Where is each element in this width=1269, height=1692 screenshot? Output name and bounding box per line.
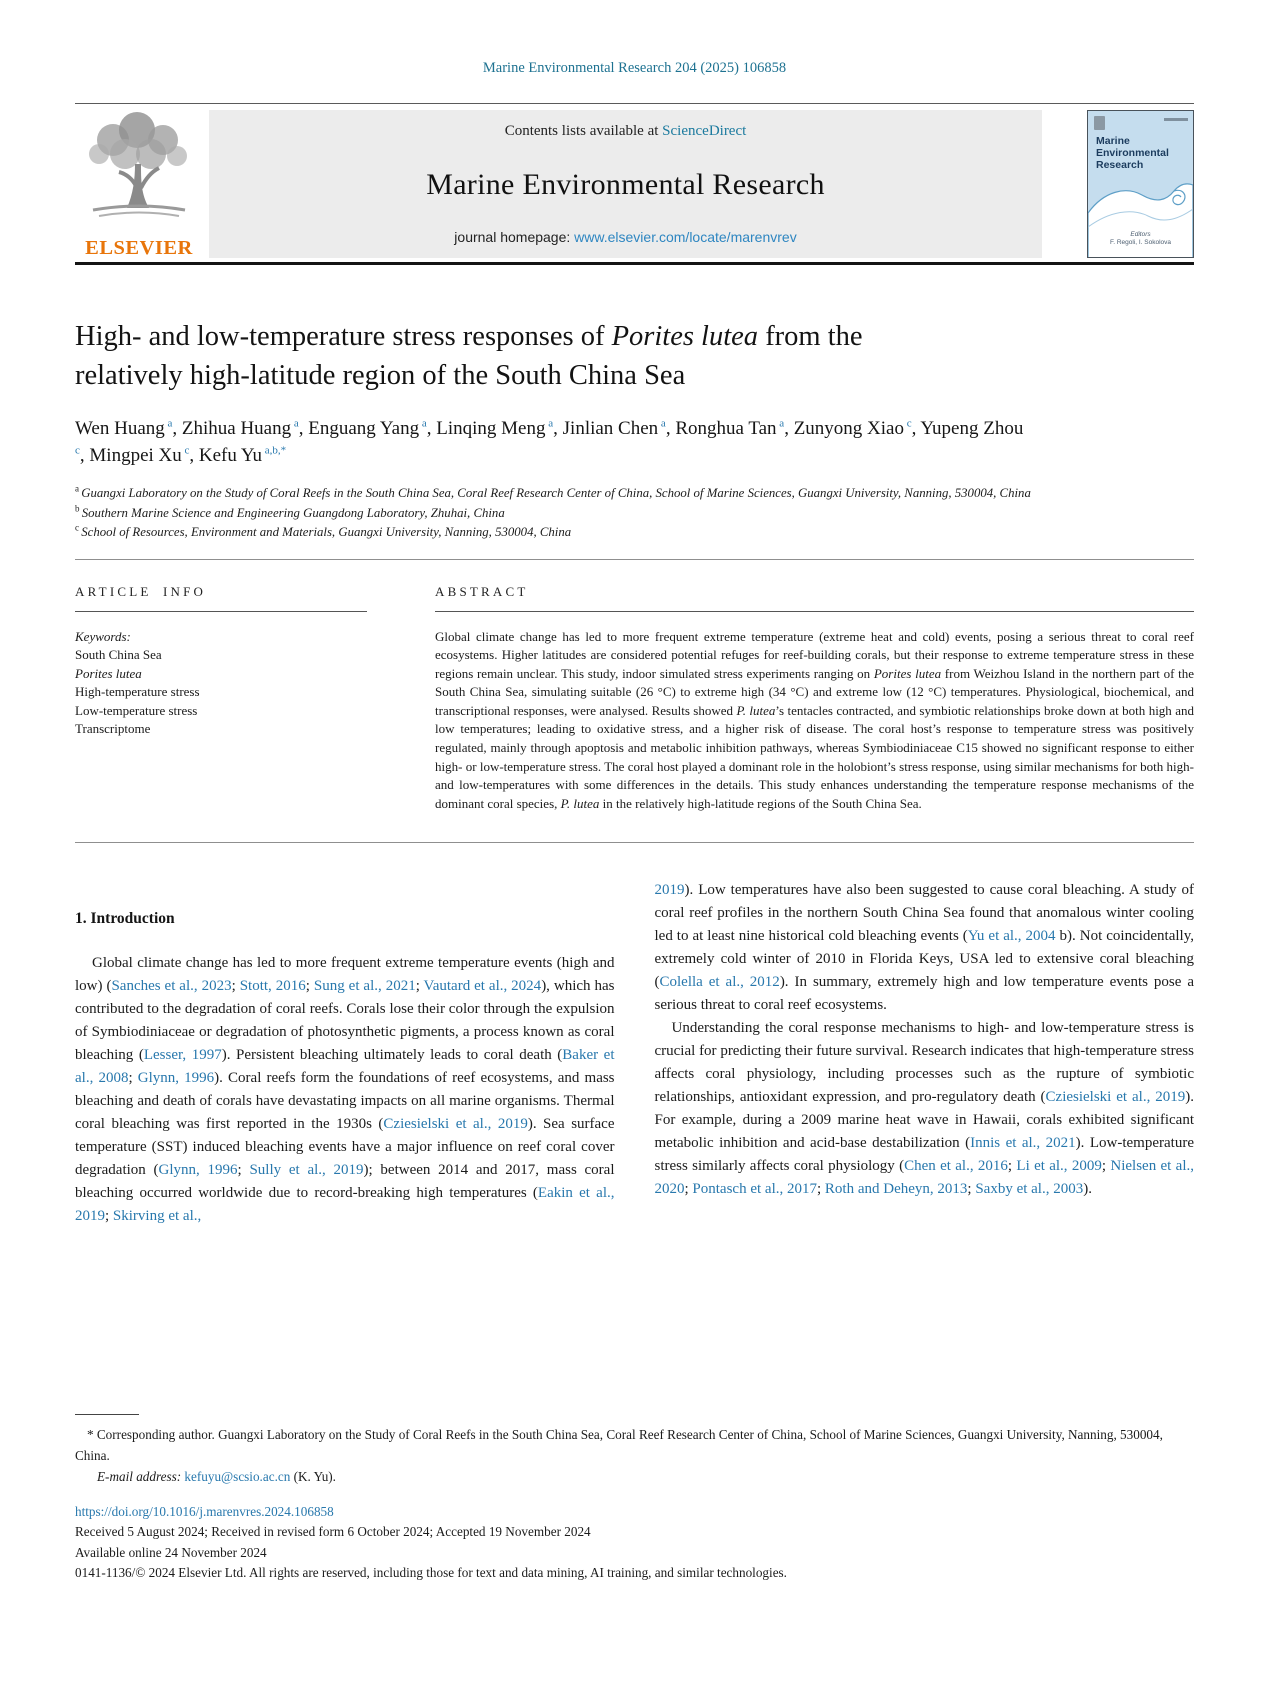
text-run: ; [684,1181,693,1198]
citation-link[interactable]: Glynn, 1996 [158,1162,238,1179]
homepage-prefix: journal homepage: [454,229,575,245]
citation-link[interactable]: Vautard et al., 2024 [423,978,542,995]
author-affiliation-sup[interactable]: a,b,* [262,444,287,457]
author-affiliation-sup[interactable]: a [776,417,785,430]
text-run: ). In summary, extremely high and low temperature events pose a serious threat to coral reef ecosystems. [654,974,1194,1014]
journal-cover-thumbnail [1087,110,1194,258]
cover-title-line: Marine [1096,135,1130,147]
text-run: ). Low-temperature stress similarly affects coral physiology ( [654,1135,1194,1175]
citation-link[interactable]: Sully et al., 2019 [249,1162,364,1179]
text-run: ). For example, during a 2009 marine heat wave in Hawaii, corals exhibited significant metabolic inhibition and acid-base destabilization ( [654,1089,1194,1152]
affiliation-text: Guangxi Laboratory on the Study of Coral Reefs in the South China Sea, Coral Reef Research Center of China, School of Marine Sciences, Guangxi University, Nanning, 530004, China [81,486,1031,500]
journal-header-box [209,110,1042,258]
running-head-citation: Marine Environmental Research 204 (2025) 106858 [482,60,787,76]
text-run: Global climate change has led to more frequent extreme temperature (extreme heat and cold) events, posing a serious threat to coral reef ecosystems. Higher latitudes are considered potential refuges for reef-building corals, but their response to extreme temperature stress in these regions remain unclear. This study, indoor simulated stress experiments ranging on [435,628,1194,681]
article-info-heading: ARTICLE INFO [75,583,207,599]
citation-link[interactable]: Baker et al., 2008 [75,1047,615,1087]
affiliation-text: School of Resources, Environment and Materials, Guangxi University, Nanning, 530004, China [81,525,572,539]
copyright-line: 0141-1136/© 2024 Elsevier Ltd. All rights are reserved, including those for text and data mining, AI training, and similar technologies. [75,1565,787,1580]
affiliation-sup: a [75,483,82,494]
citation-link[interactable]: Glynn, 1996 [137,1070,215,1087]
author-name: Yupeng Zhou [920,418,1024,439]
paragraph [655,1017,1195,1201]
text-run: , [911,418,921,439]
divider [75,559,1194,560]
text-run: Understanding the coral response mechanisms to high- and low-temperature stress is crucial for predicting their future survival. Research indicates that high-temperature stress affects coral physiology, including processes such as the rupture of symbiotic relationships, antioxidant expression, and pro-regulatory death ( [654,1020,1194,1106]
doi-link[interactable]: https://doi.org/10.1016/j.marenvres.2024.106858 [75,1504,334,1519]
text-run: ); between 2014 and 2017, mass coral bleaching occurred worldwide due to record-breaking high temperatures ( [75,1162,615,1202]
divider [75,611,367,612]
author-name: Zhihua Huang [181,418,292,439]
text-run: , [784,418,794,439]
sciencedirect-link[interactable]: ScienceDirect [662,123,747,139]
text-run: ; [817,1181,825,1198]
author-affiliation-sup[interactable]: a [545,417,554,430]
affiliation-sup: c [75,522,82,533]
italic-text: E-mail address: [97,1469,182,1484]
affiliation-line [75,523,1065,543]
keywords-label: Keywords: [75,628,131,644]
elsevier-tree-icon [75,110,203,228]
section-heading-introduction: 1. Introduction [75,910,175,928]
available-online: Available online 24 November 2024 [75,1544,267,1560]
author-name: Jinlian Chen [562,418,659,439]
author-name: Ronghua Tan [675,418,777,439]
author-name: Linqing Meng [436,418,546,439]
citation-link[interactable]: Cziesielski et al., 2019 [383,1116,528,1133]
keyword: Transcriptome [75,721,151,736]
text-run: * Corresponding author. Guangxi Laboratory on the Study of Coral Reefs in the South China Sea, Coral Reef Research Center of China, School of Marine Sciences, Guangxi University, Nanning, 530004, China. [75,1427,1163,1463]
text-run: ’s tentacles contracted, and symbiotic relationships broke down at both high and low temperatures; leading to oxidative stress, and a higher risk of disease. The coral host’s response to temperature stress was positively regulated, mainly through apoptosis and metabolic inhibition pathways, whereas Symbiodiniaceae C15 showed no significant response to either high- or low-temperature stress. The coral host played a dominant role in the holobiont’s stress response, using similar mechanisms for both high- and low-temperatures with some differences in the details. This study enhances understanding the temperature response mechanisms of the dominant coral species, [435,702,1195,811]
text-run: , [189,445,199,466]
abstract-heading: ABSTRACT [435,583,529,599]
citation-link[interactable]: Lesser, 1997 [143,1047,222,1064]
author-name: Zunyong Xiao [793,418,904,439]
author-affiliation-sup[interactable]: a [658,417,666,430]
journal-homepage-link[interactable]: www.elsevier.com/locate/marenvrev [574,229,797,245]
cover-title-line: Environmental [1096,147,1169,159]
text-run: , [172,418,182,439]
text-run: ). Sea surface temperature (SST) induced bleaching events have a major influence on reef coral cover degradation ( [75,1116,615,1179]
citation-link[interactable]: Skirving et al., [112,1208,202,1225]
cover-publisher-icon [1094,116,1105,130]
footnote-area [75,1414,1194,1584]
citation-link[interactable]: Li et al., 2009 [1016,1158,1102,1175]
text-run: ). Coral reefs form the foundations of reef ecosystems, and mass bleaching and death of corals have devastating impacts on all marine organisms. Thermal coral bleaching was first reported in the 1930s ( [75,1070,615,1133]
italic-text: Porites lutea [873,665,942,681]
text-run: ; [305,978,314,995]
affiliation-sup: b [75,503,82,514]
author-affiliation-sup[interactable]: c [903,417,912,430]
keywords-list [75,646,367,739]
abstract-text [435,628,1194,814]
author-affiliation-sup[interactable]: c [75,444,80,457]
italic-text: Porites lutea [611,321,759,352]
article-title [75,317,955,395]
text-run: ). Low temperatures have also been suggested to cause coral bleaching. A study of coral reef profiles in the northern South China Sea found that anomalous winter cooling led to at least nine historical cold bleaching events ( [654,882,1194,945]
cover-title-line: Research [1096,159,1144,171]
italic-text: P. lutea [560,795,600,811]
cover-editors-label: Editors [1130,231,1151,238]
email-note [75,1466,1194,1487]
divider-thick [75,262,1194,265]
cover-editors [1088,231,1193,247]
author-affiliation-sup[interactable]: a [419,417,427,430]
text-run: Global climate change has led to more frequent extreme temperature events (high and low) ( [75,955,615,995]
text-run: (K. Yu). [290,1469,336,1484]
divider [435,611,1194,612]
citation-link[interactable]: Colella et al., 2012 [659,974,780,991]
citation-link[interactable]: Sanches et al., 2023 [111,978,232,995]
author-name: Mingpei Xu [89,445,182,466]
text-run: ; [231,978,240,995]
text-run: ), which has contributed to the degradation of coral reefs. Corals lose their color through the expulsion of Symbiodiniaceae or degradation of photosynthetic pigments, a process known as coral bleaching ( [75,978,615,1064]
text-run: ). [1083,1181,1092,1198]
text-run: in the relatively high-latitude regions of the South China Sea. [599,795,922,811]
text-run: ; [128,1070,138,1087]
text-run: , [298,418,309,439]
text-run: , [553,418,563,439]
article-info-column [75,584,367,827]
author-name: Enguang Yang [308,418,420,439]
citation-link[interactable]: Saxby et al., 2003 [975,1181,1084,1198]
affiliation-list [75,484,1065,543]
text-run: ; [415,978,424,995]
citation-link[interactable]: Roth and Deheyn, 2013 [824,1181,968,1198]
cover-issn-text [1164,118,1188,121]
italic-text: P. lutea [736,702,776,718]
keyword [75,665,367,684]
text-run: ; [1101,1158,1111,1175]
contents-line [217,123,1034,140]
received-dates: Received 5 August 2024; Received in revised form 6 October 2024; Accepted 19 November 2024 [75,1524,591,1539]
citation-link[interactable]: Yu et al., 2004 [967,928,1056,945]
text-run: b). Not coincidentally, extremely cold winter of 2010 in Florida Keys, USA led to extensive coral bleaching ( [654,928,1194,991]
homepage-line [217,229,1034,245]
author-list [75,415,1025,469]
citation-link[interactable]: Eakin et al., 2019 [75,1185,615,1225]
text-run: High- and low-temperature stress responses of [75,321,612,352]
citation-link[interactable]: Chen et al., 2016 [904,1158,1008,1175]
text-run: ; [967,1181,976,1198]
author-name: Kefu Yu [198,445,263,466]
corresponding-author-note [75,1424,1194,1466]
text-run: ). Persistent bleaching ultimately leads to coral death ( [221,1047,563,1064]
info-abstract-section [75,584,1194,827]
text-run: , [79,445,90,466]
abstract-column [435,584,1194,827]
left-column [75,879,615,1228]
paragraph [655,879,1195,1017]
right-column [655,879,1195,1228]
text-run: , [426,418,437,439]
elsevier-wordmark: ELSEVIER [85,237,193,259]
citation-link[interactable]: Nielsen et al., 2020 [654,1158,1194,1198]
footnote-rule [75,1414,139,1415]
keyword: Low-temperature stress [75,702,198,718]
paragraph [75,952,615,1228]
text-run: ; [105,1208,113,1225]
italic-text: Porites lutea [75,665,142,681]
keyword: South China Sea [75,647,162,662]
text-run: ; [1007,1158,1017,1175]
text-run: , [665,418,676,439]
left-column-text [75,952,615,1228]
text-run: ; [237,1162,250,1179]
citation-link[interactable]: 2019 [654,882,685,899]
author-affiliation-sup[interactable]: a [291,417,299,430]
contents-prefix: Contents lists available at [504,123,663,139]
doi-line [75,1501,1194,1522]
divider [75,103,1194,104]
keywords-block [75,628,367,739]
text-run: from Weizhou Island in the northern part of the South China Sea, simulating suitable (26 °C) to extreme high (34 °C) and extreme low (12 °C) temperatures. Physiological, biochemical, and transcriptional responses, were analysed. Results showed [435,665,1194,718]
author-affiliation-sup[interactable]: c [181,444,190,457]
email-link[interactable]: kefuyu@scsio.ac.cn [184,1469,291,1484]
journal-banner [75,110,1194,258]
citation-link[interactable]: Cziesielski et al., 2019 [1045,1089,1186,1106]
cover-editors-names: F. Regoli, I. Sokolova [1109,239,1172,246]
citation-link[interactable]: Stott, 2016 [239,978,306,995]
citation-link[interactable]: Pontasch et al., 2017 [692,1181,817,1198]
citation-link[interactable]: Innis et al., 2021 [970,1135,1076,1152]
divider [75,842,1194,843]
affiliation-line [75,504,1065,524]
text-run: from the relatively high-latitude region of the South China Sea [75,321,863,391]
keyword: High-temperature stress [75,684,200,699]
citation-link[interactable]: Sung et al., 2021 [313,978,416,995]
body-columns [75,879,1194,1228]
author-name: Wen Huang [75,418,165,439]
affiliation-line [75,484,1065,504]
affiliation-text: Southern Marine Science and Engineering Guangdong Laboratory, Zhuhai, China [81,505,505,520]
author-affiliation-sup[interactable]: a [164,417,173,430]
elsevier-logo [75,110,203,258]
journal-title: Marine Environmental Research [426,167,825,201]
